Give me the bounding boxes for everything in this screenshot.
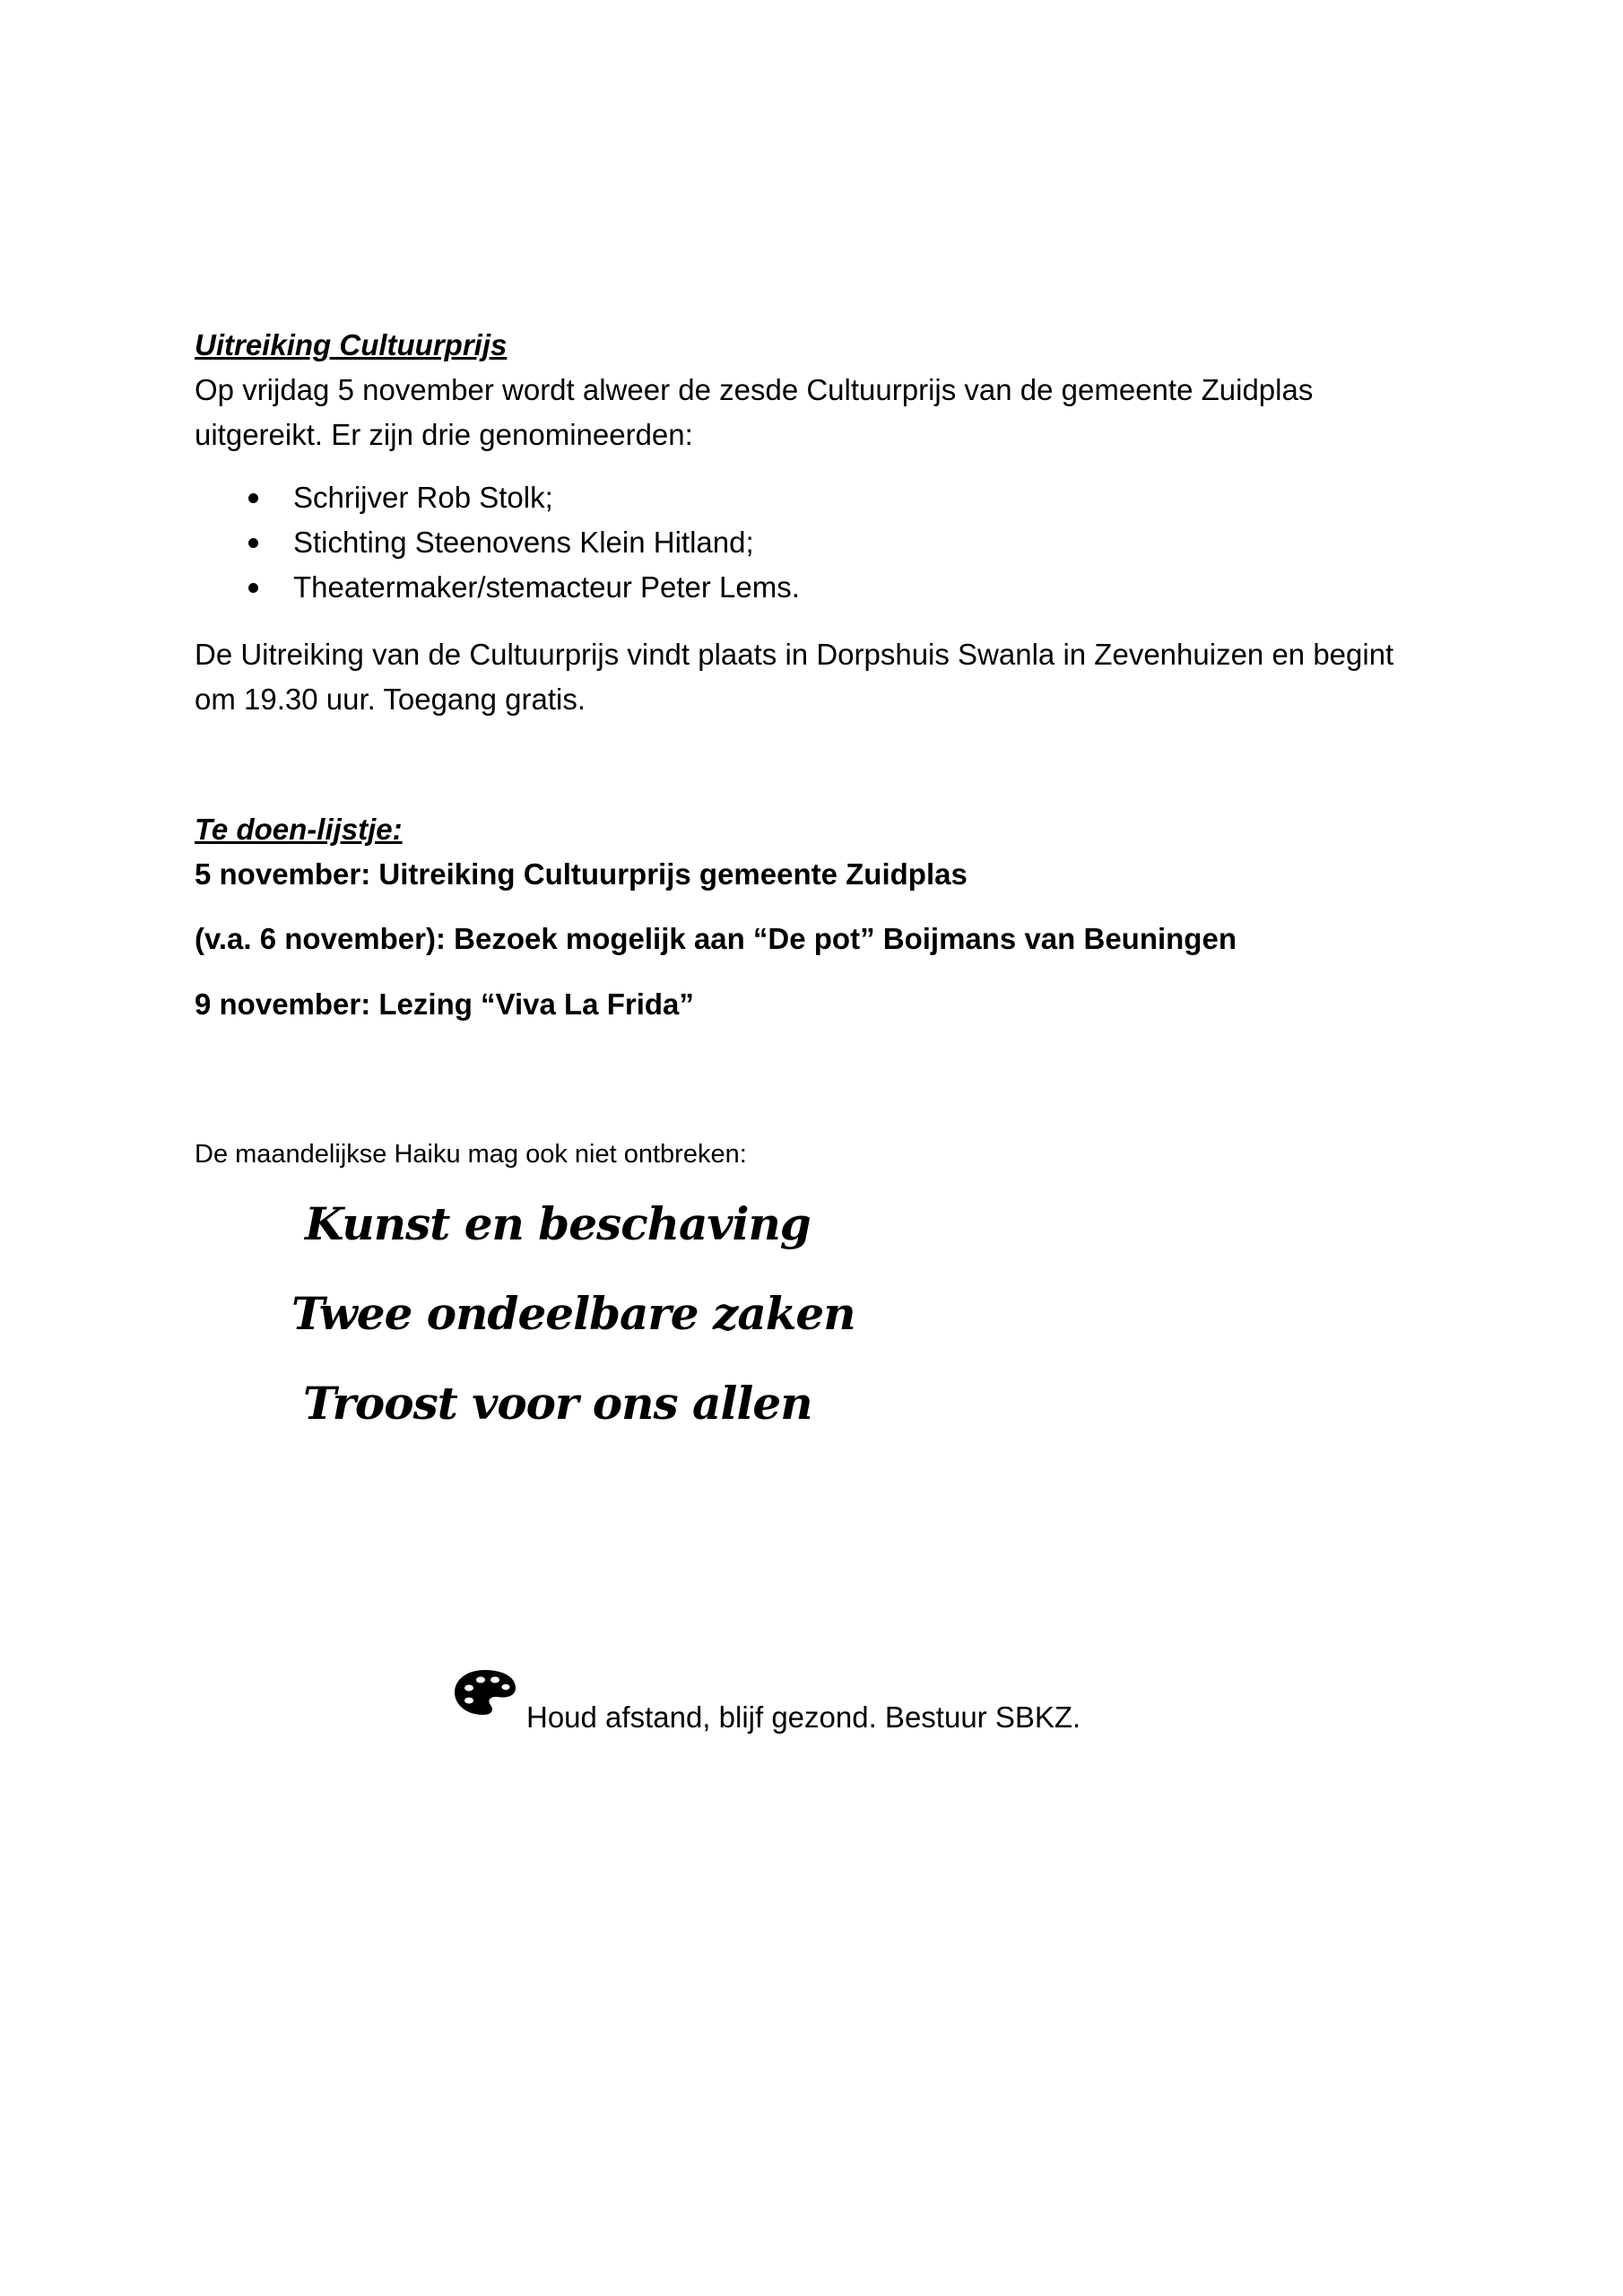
haiku-line: Troost voor ons allen (303, 1377, 812, 1430)
intro-line: uitgereikt. Er zijn drie genomineerden: (195, 418, 693, 451)
nominee-text: Schrijver Rob Stolk; (293, 481, 553, 514)
haiku-intro-block (195, 1135, 1450, 1174)
todo-item: 9 november: Lezing “Viva La Frida” (195, 987, 694, 1021)
intro-line: Op vrijdag 5 november wordt alweer de zesde Cultuurprijs van de gemeente Zuidplas (195, 373, 1314, 406)
footer (453, 1668, 1260, 1740)
details-paragraph (195, 632, 1450, 722)
list-item (195, 565, 1450, 610)
details-line: De Uitreiking van de Cultuurprijs vindt plaats in Dorpshuis Swanla in Zevenhuizen en begint (195, 638, 1394, 671)
todo-section (195, 807, 1450, 897)
todo-heading: Te doen-lijstje: (195, 813, 403, 846)
todo-item-row (195, 917, 1450, 961)
list-item (195, 475, 1450, 520)
todo-item-row (195, 982, 1450, 1027)
haiku-line: Twee ondeelbare zaken (291, 1287, 855, 1340)
footer-text: Houd afstand, blijf gezond. Bestuur SBKZ. (526, 1700, 1081, 1734)
section-heading: Uitreiking Cultuurprijs (195, 328, 508, 361)
bullet-icon (248, 538, 258, 548)
list-item (195, 520, 1450, 565)
haiku-line: Kunst en beschaving (305, 1197, 811, 1250)
todo-item: 5 november: Uitreiking Cultuurprijs gemeente Zuidplas (195, 857, 968, 891)
details-line: om 19.30 uur. Toegang gratis. (195, 683, 586, 716)
todo-item: (v.a. 6 november): Bezoek mogelijk aan “De pot” Boijmans van Beuningen (195, 922, 1237, 955)
bullet-icon (248, 583, 258, 593)
palette-icon (453, 1668, 517, 1717)
nominees-list (195, 475, 1450, 610)
haiku-intro: De maandelijkse Haiku mag ook niet ontbreken: (195, 1140, 747, 1169)
nominee-text: Theatermaker/stemacteur Peter Lems. (293, 570, 800, 604)
nominee-text: Stichting Steenovens Klein Hitland; (293, 526, 754, 559)
cultuurprijs-section (195, 323, 1450, 457)
bullet-icon (248, 493, 258, 503)
